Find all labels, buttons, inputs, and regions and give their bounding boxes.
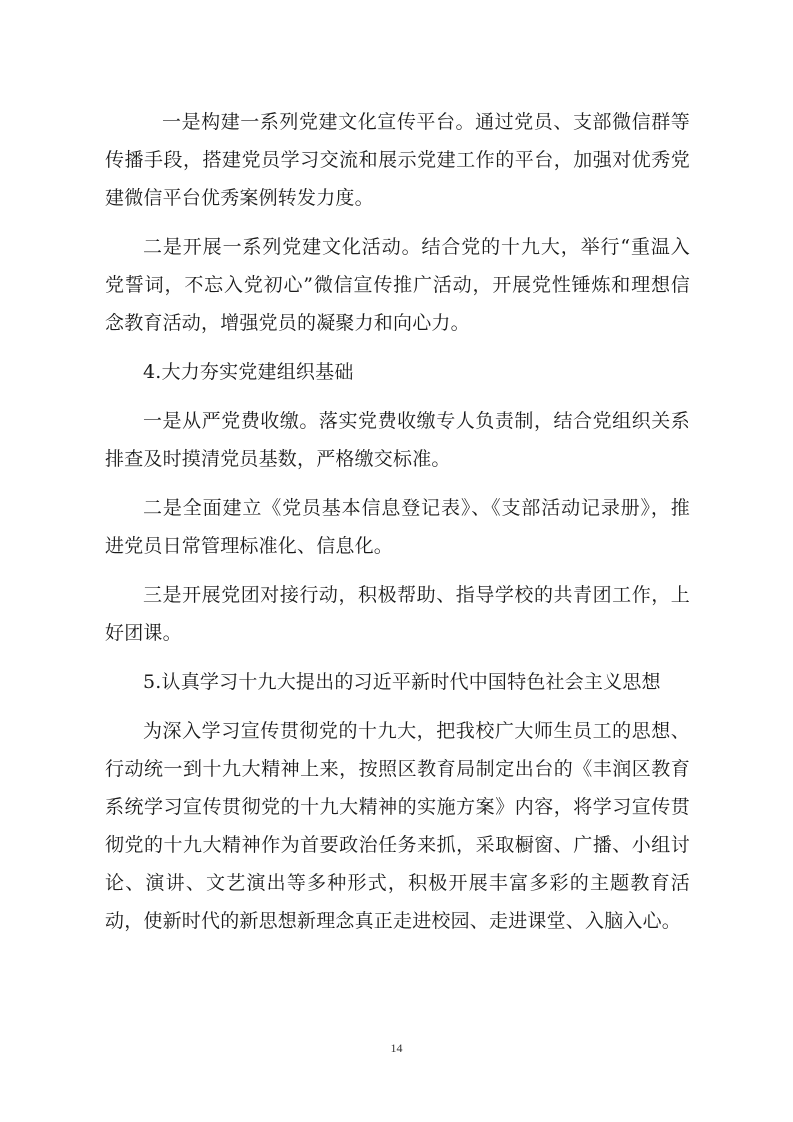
paragraph-study-plan: 为深入学习宣传贯彻党的十九大，把我校广大师生员工的思想、行动统一到十九大精神上来，按照区教育局制定出台的《丰润区教育系统学习宣传贯彻党的十九大精神的实施方案》内容，将学习宣传贯彻党的十九大精神作为首要政治任务来抓，采取橱窗、广播、小组讨论、演讲、文艺演出等多种形式，积极开展丰富多彩的主题教育活动，使新时代的新思想新理念真正走进校园、走进课堂、入脑入心。	[105, 720, 690, 932]
paragraph-propaganda-platform: 一是构建一系列党建文化宣传平台。通过党员、支部微信群等传播手段，搭建党员学习交流和展示党建工作的平台，加强对优秀党建微信平台优秀案例转发力度。	[105, 111, 690, 209]
paragraph-youth-league: 三是开展党团对接行动，积极帮助、指导学校的共青团工作，上好团课。	[105, 584, 690, 644]
section-heading-4: 4.大力夯实党建组织基础	[143, 361, 354, 383]
paragraph-member-records: 二是全面建立《党员基本信息登记表》、《支部活动记录册》，推进党员日常管理标准化、信息化。	[105, 497, 690, 557]
section-heading-5: 5.认真学习十九大提出的习近平新时代中国特色社会主义思想	[143, 671, 661, 693]
page-number: 14	[390, 1041, 403, 1055]
paragraph-culture-activities: 二是开展一系列党建文化活动。结合党的十九大，举行“重温入党誓词，不忘入党初心”微信宣传推广活动，开展党性锤炼和理想信念教育活动，增强党员的凝聚力和向心力。	[105, 236, 690, 334]
document-body	[105, 103, 690, 951]
paragraph-party-dues: 一是从严党费收缴。落实党费收缴专人负责制，结合党组织关系排查及时摸清党员基数，严格缴交标准。	[105, 410, 690, 470]
